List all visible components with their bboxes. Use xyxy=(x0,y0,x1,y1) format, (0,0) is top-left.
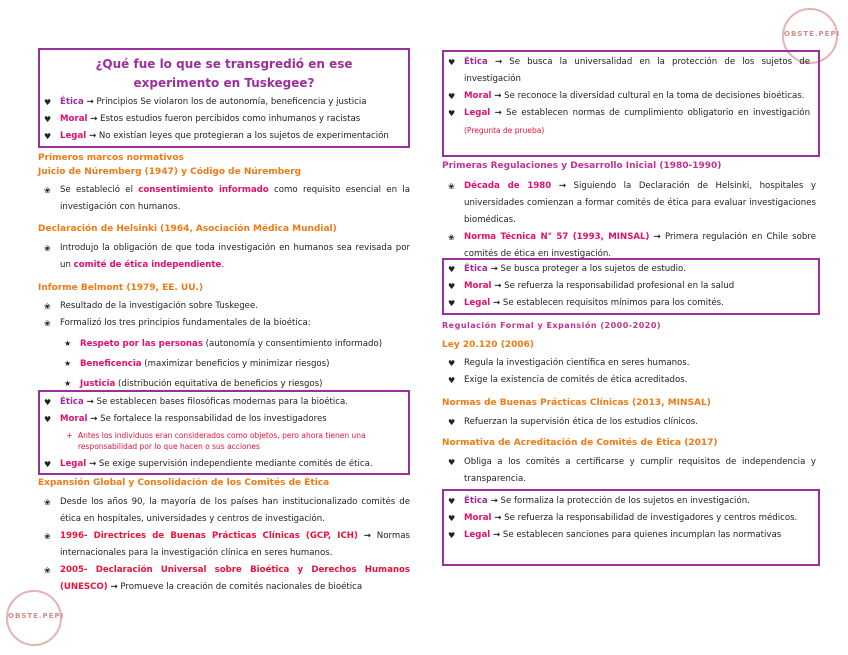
primeras-list xyxy=(442,178,820,263)
principios-list xyxy=(38,334,410,394)
heart-icon: ♥ xyxy=(448,109,456,118)
list-item: ♥ Refuerzan la supervisión ética de los estudios clínicos. xyxy=(442,414,820,431)
heart-icon: ♥ xyxy=(448,359,456,368)
arrow-icon: → xyxy=(653,232,661,242)
flower-icon: ❀ xyxy=(44,244,51,253)
arrow-icon: → xyxy=(492,530,501,540)
list-item: ❀ Norma Técnica N° 57 (1993, MINSAL) → Primera regulación en Chile sobre comités de ética en investigación. xyxy=(442,229,816,263)
arrow-icon: → xyxy=(558,181,567,191)
heart-icon: ♥ xyxy=(448,92,456,101)
list-item: ♥ Ética → Se establecen bases filosóficas modernas para la bioética. xyxy=(38,394,410,411)
heart-icon: ♥ xyxy=(448,418,456,427)
arrow-icon: → xyxy=(490,496,498,506)
arrow-icon: → xyxy=(88,131,97,141)
heart-icon: ♥ xyxy=(448,531,456,540)
list-item: ♥ Moral → Se reconoce la diversidad cultural en la toma de decisiones bioéticas. xyxy=(442,88,810,105)
flower-icon: ❀ xyxy=(44,302,51,311)
heart-icon: ♥ xyxy=(44,415,52,424)
heart-icon: ♥ xyxy=(448,299,456,308)
list-item: ★ Respeto por las personas (autonomía y consentimiento informado) xyxy=(38,334,410,354)
heart-icon: ♥ xyxy=(448,282,456,291)
heart-icon: ♥ xyxy=(448,458,456,467)
helsinki-list xyxy=(38,240,410,274)
normas-list xyxy=(442,414,820,431)
heart-icon: ♥ xyxy=(44,132,52,141)
list-item: ♥ Regula la investigación científica en seres humanos. xyxy=(442,355,820,372)
flower-icon: ❀ xyxy=(448,233,455,242)
heart-icon: ♥ xyxy=(448,514,456,523)
list-item: ♥ Legal → Se establecen normas de cumplimiento obligatorio en investigación (Pregunta de prueba) xyxy=(442,105,810,140)
heart-icon: ♥ xyxy=(448,376,456,385)
flower-icon: ❀ xyxy=(44,566,51,575)
watermark-stamp-bottom: OBSTE.PEPI xyxy=(6,590,62,646)
expansion-box-list xyxy=(442,54,820,140)
heart-icon: ♥ xyxy=(44,98,52,107)
ley-list xyxy=(442,355,820,389)
list-item: ♥ Ética → Se busca proteger a los sujetos de estudio. xyxy=(442,261,820,278)
star-icon: ★ xyxy=(64,359,72,368)
arrow-icon: → xyxy=(110,582,118,592)
expansion-list xyxy=(38,494,410,596)
heart-icon: ♥ xyxy=(44,460,52,469)
heart-icon: ♥ xyxy=(44,115,52,124)
list-item: ★ Justicia (distribución equitativa de beneficios y riesgos) xyxy=(38,374,410,394)
star-icon: ★ xyxy=(64,339,72,348)
primeros-heading: Primeros marcos normativos xyxy=(38,153,184,163)
flower-icon: ❀ xyxy=(448,182,455,191)
flower-icon: ❀ xyxy=(44,186,51,195)
list-item: ♥ Legal → No existían leyes que protegieran a los sujetos de experimentación xyxy=(38,128,410,145)
arrow-icon: → xyxy=(90,414,98,424)
normas-heading: Normas de Buenas Prácticas Clínicas (2013, MINSAL) xyxy=(442,398,711,408)
list-item: + Antes los individuos eran considerados como objetos, pero ahora tienen una responsabilidad por lo que hacen o sus acciones xyxy=(66,431,366,451)
list-item: ❀ 1996- Directrices de Buenas Prácticas Clínicas (GCP, ICH) → Normas internacionales para la investigación clínica en seres humanos. xyxy=(38,528,410,562)
star-icon: ★ xyxy=(64,379,72,388)
arrow-icon: → xyxy=(494,513,502,523)
arrow-icon: → xyxy=(494,281,502,291)
arrow-icon: → xyxy=(492,298,501,308)
arrow-icon: → xyxy=(490,264,498,274)
watermark-stamp-top: OBSTE.PEPI xyxy=(782,8,838,64)
flower-icon: ❀ xyxy=(44,498,51,507)
arrow-icon: → xyxy=(90,114,98,124)
arrow-icon: → xyxy=(363,531,371,541)
arrow-icon: → xyxy=(88,459,97,469)
heart-icon: ♥ xyxy=(448,497,456,506)
belmont-heading: Informe Belmont (1979, EE. UU.) xyxy=(38,283,204,293)
heart-icon: ♥ xyxy=(448,265,456,274)
list-item: ❀ Introdujo la obligación de que toda investigación en humanos sea revisada por un comité de ética independiente. xyxy=(38,240,410,274)
normativa-list xyxy=(442,454,820,488)
belmont-list xyxy=(38,298,410,332)
arrow-icon: → xyxy=(494,108,502,118)
list-item: ♥ Ética → Principios Se violaron los de autonomía, beneficencia y justicia xyxy=(38,94,410,111)
list-item: ❀ 2005- Declaración Universal sobre Bioética y Derechos Humanos (UNESCO) → Promueve la creación de comités nacionales de bioética xyxy=(38,562,410,596)
regulacion-box-list xyxy=(442,493,820,544)
list-item: ❀ Se estableció el consentimiento informado como requisito esencial en la investigación con humanos. xyxy=(38,182,410,216)
list-item: ♥ Exige la existencia de comités de ética acreditados. xyxy=(442,372,820,389)
arrow-icon: → xyxy=(494,91,502,101)
juicio-list xyxy=(38,182,410,216)
primeras-box-list xyxy=(442,261,820,312)
helsinki-heading: Declaración de Helsinki (1964, Asociación Médica Mundial) xyxy=(38,224,337,234)
list-item: ♥ Ética → Se busca la universalidad en la protección de los sujetos de investigación xyxy=(442,54,810,88)
list-item: ♥ Obliga a los comités a certificarse y cumplir requisitos de independencia y transparencia. xyxy=(442,454,816,488)
arrow-icon: → xyxy=(494,57,503,67)
heart-icon: ♥ xyxy=(448,58,456,67)
expansion-heading: Expansión Global y Consolidación de los Comités de Ética xyxy=(38,478,330,488)
list-item: ♥ Moral → Se refuerza la responsabilidad de investigadores y centros médicos. xyxy=(442,510,810,527)
list-item: ❀ Resultado de la investigación sobre Tuskegee. xyxy=(38,298,410,315)
primeras-heading: Primeras Regulaciones y Desarrollo Inicial (1980-1990) xyxy=(442,161,722,171)
belmont-box-list xyxy=(38,394,410,473)
list-item: ♥ Legal → Se exige supervisión independiente mediante comités de ética. xyxy=(38,456,410,473)
list-item: ♥ Legal → Se establecen requisitos mínimos para los comités. xyxy=(442,295,820,312)
tuskegee-list xyxy=(38,94,410,145)
list-item: ❀ Década de 1980 → Siguiendo la Declaración de Helsinki, hospitales y universidades comienzan a formar comités de ética para evaluar investigaciones biomédicas. xyxy=(442,178,816,229)
juicio-heading: Juicio de Núremberg (1947) y Código de Núremberg xyxy=(38,167,302,177)
arrow-icon: → xyxy=(86,97,94,107)
tuskegee-title: ¿Qué fue lo que se transgredió en ese experimento en Tuskegee? xyxy=(95,57,353,90)
flower-icon: ❀ xyxy=(44,532,51,541)
ley-heading: Ley 20.120 (2006) xyxy=(442,340,534,350)
list-item: ❀ Desde los años 90, la mayoría de los países han institucionalizado comités de ética en hospitales, universidades y centros de investigación. xyxy=(38,494,410,528)
flower-icon: ❀ xyxy=(44,319,51,328)
list-item: ♥ Moral → Estos estudios fueron percibidos como inhumanos y racistas xyxy=(38,111,410,128)
heart-icon: ♥ xyxy=(44,398,52,407)
regulacion-heading: Regulación Formal y Expansión (2000-2020) xyxy=(442,321,662,330)
normativa-heading: Normativa de Acreditación de Comités de Ética (2017) xyxy=(442,438,718,448)
list-item: ❀ Formalizó los tres principios fundamentales de la bioética: xyxy=(38,315,410,332)
list-item: ♥ Moral → Se fortalece la responsabilidad de los investigadores xyxy=(38,411,410,428)
list-item: ♥ Moral → Se refuerza la responsabilidad profesional en la salud xyxy=(442,278,820,295)
arrow-icon: → xyxy=(86,397,94,407)
list-item: ♥ Legal → Se establecen sanciones para quienes incumplan las normativas xyxy=(442,527,810,544)
list-item: ★ Beneficencia (maximizar beneficios y minimizar riesgos) xyxy=(38,354,410,374)
list-item: ♥ Ética → Se formaliza la protección de los sujetos en investigación. xyxy=(442,493,810,510)
plus-icon: + xyxy=(66,431,73,440)
